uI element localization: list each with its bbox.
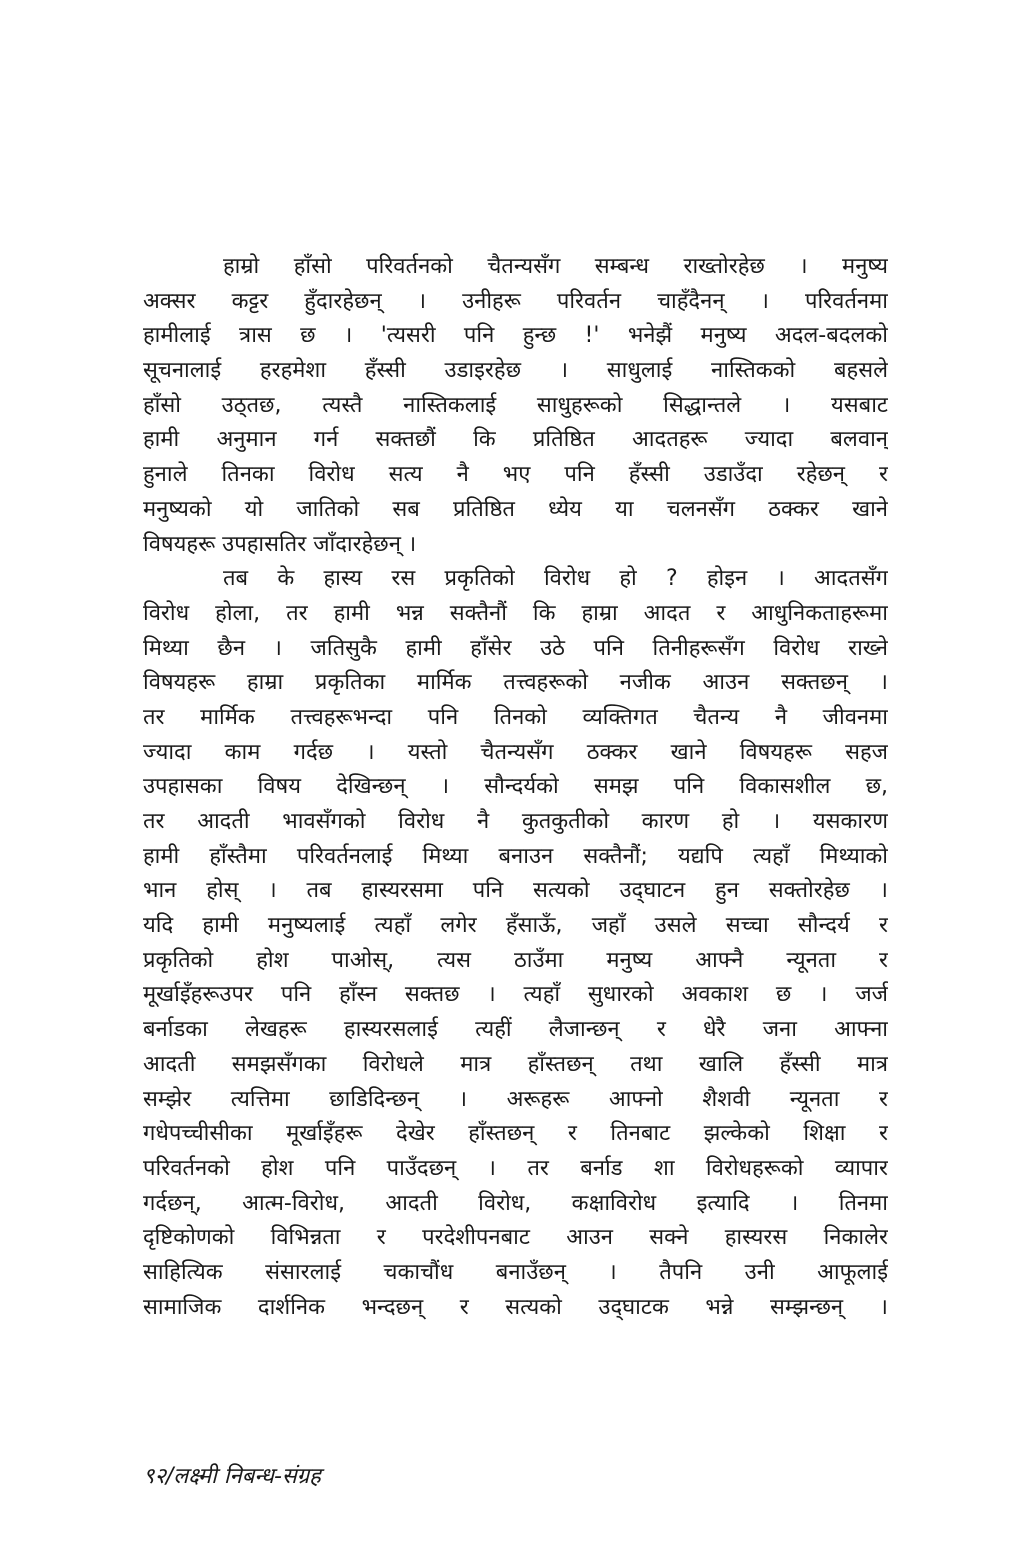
text-line: मूर्खाइँहरूउपर पनि हाँस्न सक्तछ । त्यहाँ सुधारको अवकाश छ । जर्ज xyxy=(143,982,888,1008)
text-line: गर्दछन्, आत्म-विरोध, आदती विरोध, कक्षाविरोध इत्यादि । तिनमा xyxy=(143,1190,888,1216)
text-line: ज्यादा काम गर्दछ । यस्तो चैतन्यसँग ठक्कर खाने विषयहरू सहज xyxy=(143,739,888,765)
text-line: भान होस् । तब हास्यरसमा पनि सत्यको उद्‌घाटन हुन सक्तोरहेछ । xyxy=(143,878,888,904)
text-line: तर आदती भावसँगको विरोध नै कुतकुतीको कारण हो । यसकारण xyxy=(143,809,888,834)
text-line: हुनाले तिनका विरोध सत्य नै भए पनि हँस्सी उडाउँदा रहेछन् र xyxy=(143,462,888,488)
text-line: बर्नाडका लेखहरू हास्यरसलाई त्यहीं लैजान्छन् र धेरै जना आफ्ना xyxy=(143,1017,888,1043)
essay-text xyxy=(143,250,888,1325)
text-line: विषयहरू हाम्रा प्रकृतिका मार्मिक तत्त्वहरूको नजीक आउन सक्तछन् । xyxy=(143,670,888,696)
text-line: विरोध होला, तर हामी भन्न सक्तैनौं कि हाम्रा आदत र आधुनिकताहरूमा xyxy=(143,600,888,626)
text-line: गधेपच्चीसीका मूर्खाइँहरू देखेर हाँस्तछन् र तिनबाट झल्केको शिक्षा र xyxy=(143,1121,888,1147)
text-line: उपहासका विषय देखिन्छन् । सौन्दर्यको समझ पनि विकासशील छ, xyxy=(143,774,888,800)
text-line: तब के हास्य रस प्रकृतिको विरोध हो ? होइन । आदतसँग xyxy=(223,566,888,592)
text-line: हामीलाई त्रास छ । 'त्यसरी पनि हुन्छ !' भनेझैं मनुष्य अदल-बदलको xyxy=(143,323,888,349)
text-line: आदती समझसँगका विरोधले मात्र हाँस्तछन् तथा खालि हँस्सी मात्र xyxy=(143,1051,888,1077)
text-line: हाम्रो हाँसो परिवर्तनको चैतन्यसँग सम्बन्ध राख्तोरहेछ । मनुष्य xyxy=(223,254,888,279)
text-line: सूचनालाई हरहमेशा हँस्सी उडाइरहेछ । साधुलाई नास्तिकको बहसले xyxy=(143,358,888,384)
text-line: अक्सर कट्टर हुँदारहेछन् । उनीहरू परिवर्तन चाहँदैनन् । परिवर्तनमा xyxy=(143,288,888,314)
text-line: यदि हामी मनुष्यलाई त्यहाँ लगेर हँसाऊँ, जहाँ उसले सच्चा सौन्दर्य र xyxy=(143,913,888,939)
text-line: प्रकृतिको होश पाओस्, त्यस ठाउँमा मनुष्य आफ्नै न्यूनता र xyxy=(143,947,888,973)
text-line: सम्झेर त्यत्तिमा छाडिदिन्छन् । अरूहरू आफ्नो शैशवी न्यूनता र xyxy=(143,1086,888,1112)
text-line: मिथ्या छैन । जतिसुकै हामी हाँसेर उठे पनि तिनीहरूसँग विरोध राख्ने xyxy=(143,635,888,661)
text-line: सामाजिक दार्शनिक भन्दछन् र सत्यको उद्‌घाटक भन्ने सम्झन्छन् । xyxy=(143,1294,888,1320)
text-line: हाँसो उठ्तछ, त्यस्तै नास्तिकलाई साधुहरूको सिद्धान्तले । यसबाट xyxy=(143,392,888,418)
page-footer: ९२/लक्ष्मी निबन्ध-संग्रह xyxy=(143,1464,321,1489)
text-line: मनुष्यको यो जातिको सब प्रतिष्ठित ध्येय या चलनसँग ठक्कर खाने xyxy=(143,496,888,522)
text-line: साहित्यिक संसारलाई चकाचौंध बनाउँछन् । तैपनि उनी आफूलाई xyxy=(143,1259,888,1285)
text-line: तर मार्मिक तत्त्वहरूभन्दा पनि तिनको व्यक्तिगत चैतन्य नै जीवनमा xyxy=(143,704,888,730)
text-line: हामी अनुमान गर्न सक्तछौं कि प्रतिष्ठित आदतहरू ज्यादा बलवान् xyxy=(143,427,888,453)
text-line: परिवर्तनको होश पनि पाउँदछन् । तर बर्नाड शा विरोधहरूको व्यापार xyxy=(143,1155,888,1181)
text-line: दृष्टिकोणको विभिन्नता र परदेशीपनबाट आउन सक्ने हास्यरस निकालेर xyxy=(143,1225,888,1251)
text-line: हामी हाँस्तैमा परिवर्तनलाई मिथ्या बनाउन सक्तैनौं; यद्यपि त्यहाँ मिथ्याको xyxy=(143,843,888,869)
text-line: विषयहरू उपहासतिर जाँदारहेछन् । xyxy=(143,531,417,557)
